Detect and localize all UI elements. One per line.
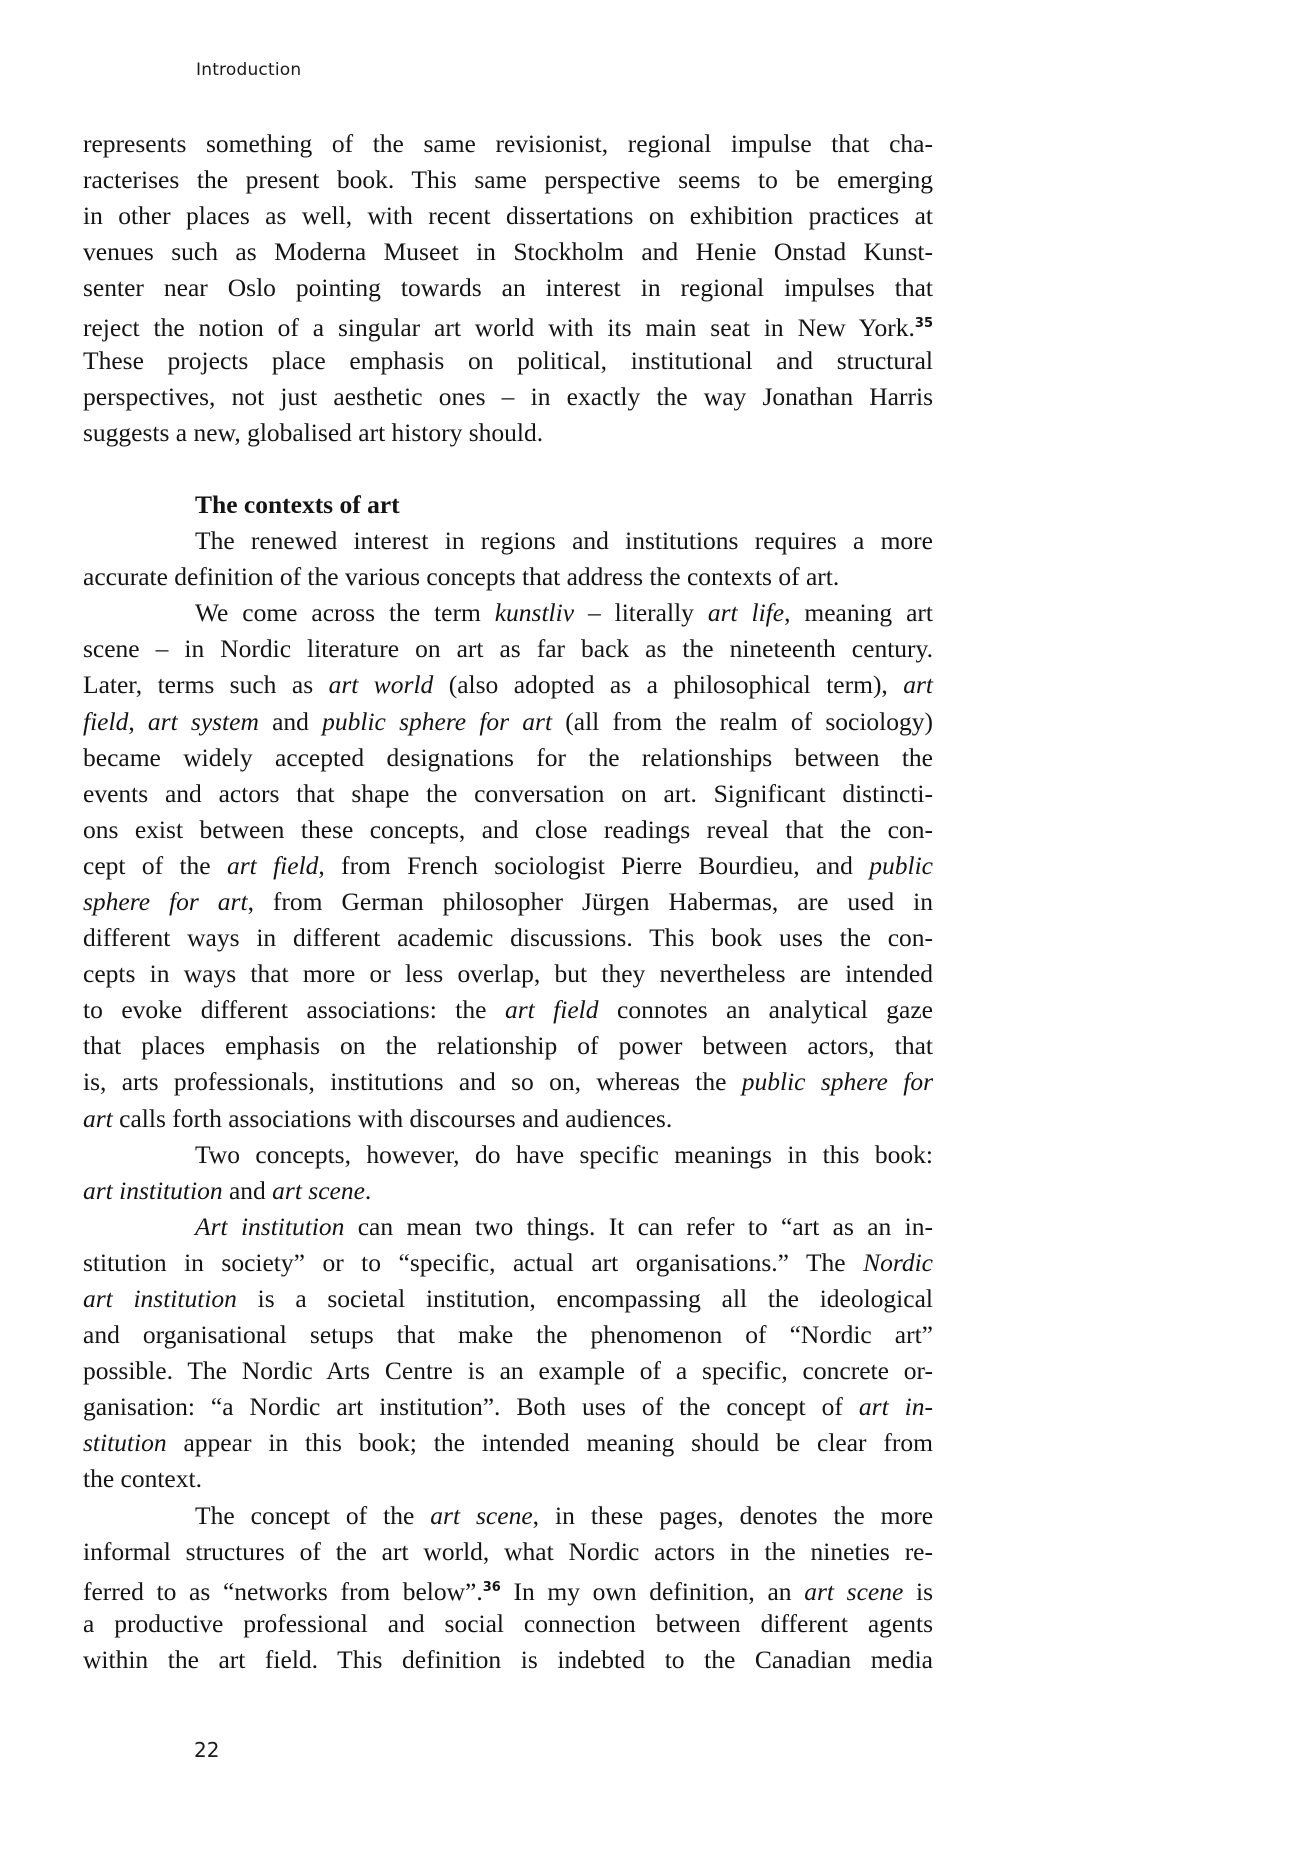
text-line: became widely accepted designations for the relationships between the [83, 742, 933, 772]
text-line: events and actors that shape the conversation on art. Significant distincti- [83, 778, 933, 808]
text-line: and organisational setups that make the phenomenon of “Nordic art” [83, 1320, 933, 1350]
text-span: appear in this book; the intended meaning should be clear from [166, 1428, 933, 1458]
text-span: is [903, 1576, 933, 1606]
text-line [83, 1570, 933, 1606]
text-line: senter near Oslo pointing towards an interest in regional impulses that [83, 273, 933, 303]
italic-term: art [903, 670, 934, 700]
text-line [83, 1245, 933, 1281]
text-line [83, 667, 933, 703]
text-line: accurate definition of the various concepts that address the contexts of art. [83, 562, 840, 592]
text-span: – literally [574, 598, 708, 628]
section-heading: The contexts of art [195, 489, 400, 519]
footnote-ref-36[interactable]: 36 [482, 1579, 501, 1595]
text-span: The concept of the [195, 1500, 431, 1530]
italic-term: Nordic [863, 1247, 933, 1277]
text-line [83, 1064, 933, 1100]
text-span: , meaning art [784, 598, 933, 628]
text-line [83, 1281, 933, 1317]
text-line [83, 1101, 933, 1137]
text-line: possible. The Nordic Arts Centre is an example of a specific, concrete or- [83, 1356, 933, 1386]
italic-term: public [869, 850, 933, 880]
text-line [83, 306, 933, 342]
text-line: suggests a new, globalised art history should. [83, 417, 544, 447]
text-span: is, arts professionals, institutions and so on, whereas the [83, 1067, 742, 1097]
italic-term: art world [328, 670, 434, 700]
text-line: within the art field. This definition is indebted to the Canadian media [83, 1644, 933, 1674]
text-span: In my own definition, an [500, 1576, 805, 1606]
text-line [83, 704, 933, 740]
text-line [83, 1389, 933, 1425]
italic-term: art scene [430, 1500, 533, 1530]
text-line: cepts in ways that more or less overlap, but they nevertheless are intended [83, 959, 933, 989]
paragraph-gap [83, 451, 933, 487]
text-line: The renewed interest in regions and institutions requires a more [195, 526, 933, 556]
text-span: (also adopted as a philosophical term), [433, 670, 904, 700]
italic-term: art field [504, 995, 599, 1025]
text-line: different ways in different academic discussions. This book uses the con- [83, 923, 933, 953]
text-span: . [364, 1175, 372, 1205]
text-line [83, 1425, 933, 1461]
text-span: reject the notion of a singular art world with its main seat in New York. [83, 313, 915, 343]
text-span: Later, terms such as [83, 670, 329, 700]
italic-term: field [83, 706, 129, 736]
text-line: a productive professional and social connection between different agents [83, 1608, 933, 1638]
text-span: and [222, 1175, 273, 1205]
italic-term: art life [707, 598, 785, 628]
italic-term: art scene [804, 1576, 904, 1606]
text-span: (all from the realm of sociology) [552, 706, 933, 736]
footnote-ref-35[interactable]: 35 [914, 316, 933, 332]
text-span: is a societal institution, encompassing all the ideological [236, 1284, 933, 1313]
text-line [83, 884, 933, 920]
text-span: cept of the [83, 850, 227, 880]
italic-term: art scene [272, 1175, 365, 1205]
text-line: ons exist between these concepts, and close readings reveal that the con- [83, 814, 933, 844]
text-line [83, 1498, 933, 1534]
italic-term: stitution [83, 1428, 167, 1458]
text-line: venues such as Moderna Museet in Stockholm and Henie Onstad Kunst- [83, 237, 933, 267]
italic-term: art institution [83, 1175, 223, 1205]
text-span: can mean two things. It can refer to “art as an in- [344, 1211, 933, 1241]
italic-term: art [83, 1103, 113, 1133]
text-line: These projects place emphasis on political, institutional and structural [83, 345, 933, 375]
text-line: the context. [83, 1464, 202, 1494]
text-line: in other places as well, with recent dissertations on exhibition practices at [83, 201, 933, 231]
italic-term: public sphere for art [322, 706, 553, 736]
italic-term: art institution [83, 1284, 237, 1313]
text-line [83, 1209, 933, 1245]
italic-term: Art institution [195, 1211, 345, 1241]
page-number: 22 [194, 1738, 220, 1762]
text-span: connotes an analytical gaze [598, 995, 933, 1025]
text-span: stitution in society” or to “specific, actual art organisations.” The [83, 1247, 864, 1277]
italic-term: art in- [858, 1392, 933, 1422]
text-line [83, 1173, 933, 1209]
text-span: to evoke different associations: the [83, 995, 505, 1025]
italic-term: kunstliv [494, 598, 575, 628]
text-span: ferred to as “networks from below”. [83, 1576, 483, 1606]
text-line: scene – in Nordic literature on art as far back as the nineteenth century. [83, 634, 933, 664]
text-span: , [128, 706, 148, 736]
text-span: , in these pages, denotes the more [532, 1500, 934, 1530]
italic-term: sphere for art [83, 886, 248, 916]
text-line [83, 992, 933, 1028]
text-line [83, 848, 933, 884]
text-line [83, 595, 933, 631]
text-span: We come across the term [195, 598, 495, 628]
italic-term: art system [147, 706, 259, 736]
text-line: racterises the present book. This same perspective seems to be emerging [83, 165, 933, 195]
italic-term: public sphere for [741, 1067, 933, 1097]
text-span: , from German philosopher Jürgen Habermas, are used in [247, 886, 933, 916]
text-line: Two concepts, however, do have specific meanings in this book: [195, 1139, 933, 1169]
text-line: perspectives, not just aesthetic ones – in exactly the way Jonathan Harris [83, 381, 933, 411]
text-line: that places emphasis on the relationship of power between actors, that [83, 1031, 933, 1061]
running-head: Introduction [196, 60, 302, 80]
italic-term: art field [226, 850, 319, 880]
text-span: ganisation: “a Nordic art institution”. Both uses of the concept of [83, 1392, 859, 1422]
text-span: , from French sociologist Pierre Bourdieu, and [318, 850, 870, 880]
text-line: informal structures of the art world, what Nordic actors in the nineties re- [83, 1536, 933, 1566]
text-span: calls forth associations with discourses and audiences. [112, 1103, 673, 1133]
text-span: and [258, 706, 323, 736]
text-line: represents something of the same revisionist, regional impulse that cha- [83, 129, 933, 158]
body-text [83, 126, 933, 1678]
